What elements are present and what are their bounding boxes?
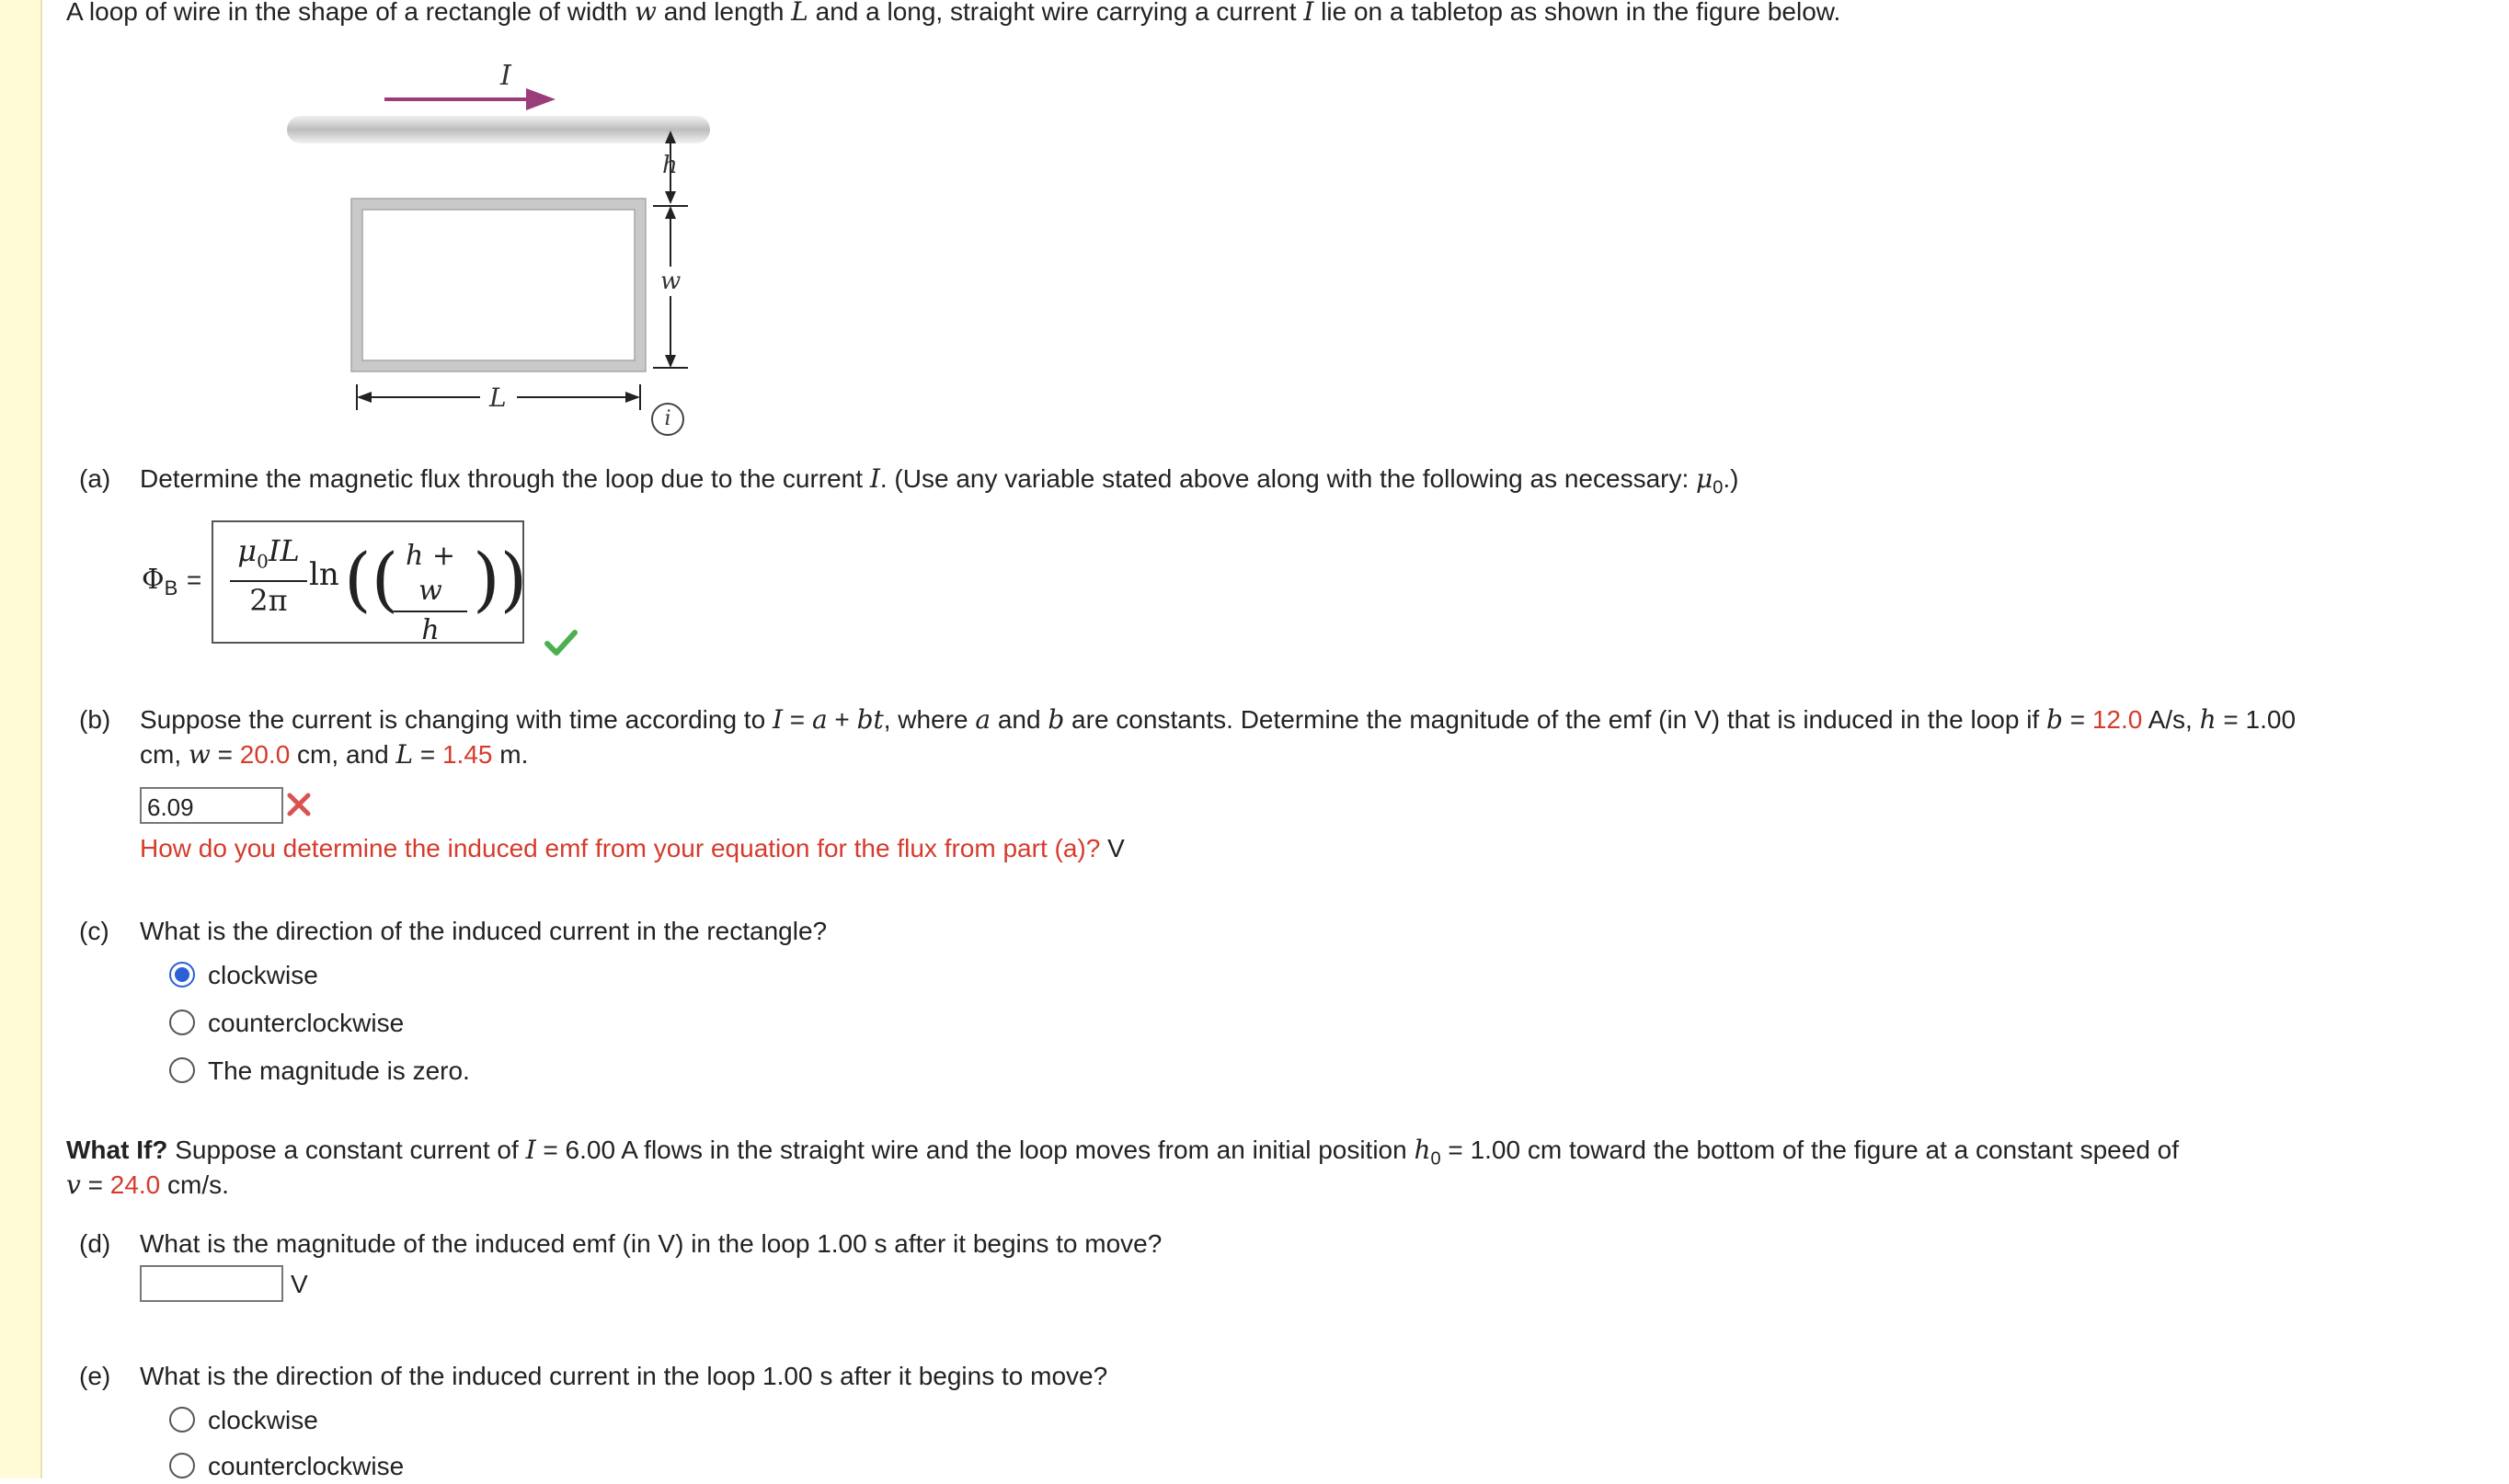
problem-intro: A loop of wire in the shape of a rectangle of width w and length L and a long, straight wire carrying a current I lie on a tabletop as shown in the figure below. (66, 0, 1841, 27)
ln-function: ln (309, 556, 339, 593)
part-e-question: (e) What is the direction of the induced current in the loop 1.00 s after it begins to move? (79, 1362, 1108, 1390)
option-e-clockwise-label: clockwise (208, 1406, 318, 1434)
left-margin-stripe (0, 0, 42, 1478)
current-arrow-head (526, 88, 556, 110)
option-e-counterclockwise-label: counterclockwise (208, 1452, 405, 1480)
flux-answer-field[interactable]: $\frac{\mu_0IL}{2\pi}$ ln (( $\frac{h + w}{h}$ )) (212, 520, 524, 644)
part-b-question-line2: cm, w = 20.0 cm, and L = 1.45 m. (140, 739, 529, 770)
option-c-counterclockwise-label: counterclockwise (208, 1009, 405, 1037)
L-label: L (489, 382, 507, 413)
log-argument: $\frac{h + w}{h}$ (394, 539, 467, 649)
radio-c-zero[interactable] (169, 1057, 195, 1083)
part-c-question: (c) What is the direction of the induced current in the rectangle? (79, 917, 828, 945)
wire-loop-figure (213, 57, 728, 425)
correct-check-icon (544, 629, 578, 656)
radio-c-clockwise[interactable] (169, 962, 195, 987)
part-d-answer-input[interactable] (140, 1265, 283, 1302)
radio-e-counterclockwise[interactable] (169, 1453, 195, 1478)
option-c-zero-label: The magnitude is zero. (208, 1056, 470, 1085)
part-d-unit: V (291, 1270, 308, 1298)
what-if-line1: What If? Suppose a constant current of I = 6.00 A flows in the straight wire and the loop moves from an initial position $h_0 = 1.00$ cm toward the bottom of the figure at a constant speed of (66, 1135, 2180, 1170)
w-label: w (660, 268, 682, 295)
current-label: I (500, 60, 511, 92)
flux-label: $\Phi_B$ = (142, 564, 202, 599)
info-icon[interactable]: i (651, 403, 684, 436)
part-b-question-line1: (b) Suppose the current is changing with time according to I = a + bt, where a and b are constants. Determine the magnitude of the emf (in V) that is induced in the loop if b = 12.0 A/s, h = 1.00 (79, 704, 2297, 735)
radio-c-counterclockwise[interactable] (169, 1010, 195, 1035)
incorrect-x-icon (285, 791, 313, 818)
radio-e-clockwise[interactable] (169, 1407, 195, 1433)
flux-prefactor: $\frac{\mu_0IL}{2\pi}$ (230, 533, 307, 619)
part-b-hint: How do you determine the induced emf from your equation for the flux from part (a)? V (140, 834, 1125, 862)
what-if-line2: v = 24.0 cm/s. (66, 1170, 229, 1200)
part-d-question: (d) What is the magnitude of the induced emf (in V) in the loop 1.00 s after it begins to move? (79, 1229, 1163, 1258)
option-c-clockwise-label: clockwise (208, 961, 318, 989)
h-label: h (662, 152, 678, 179)
straight-wire (287, 116, 710, 143)
rectangular-loop (357, 204, 640, 366)
emf-answer-input[interactable]: 6.09 (140, 787, 283, 824)
part-a-question: (a) Determine the magnetic flux through the loop due to the current I. (Use any variable stated above along with the following as necessary: $\mu_0$.) (79, 463, 1739, 498)
